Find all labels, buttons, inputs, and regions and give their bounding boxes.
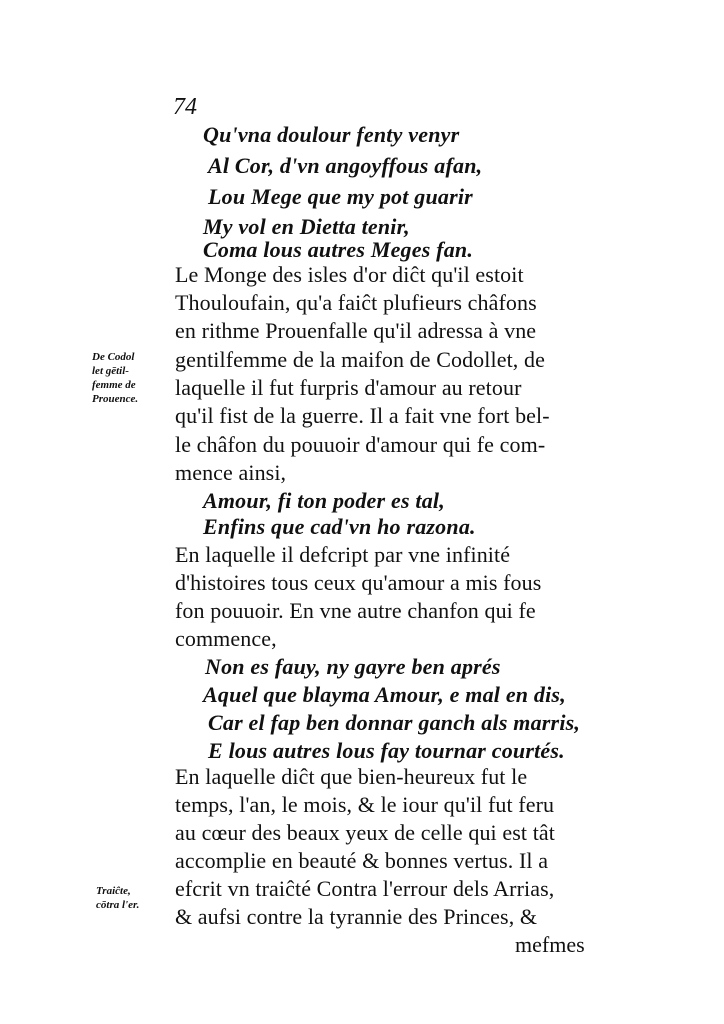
prose-line: accomplie en beauté & bonnes vertus. Il a [175,848,549,873]
prose-line: au cœur des beaux yeux de celle qui est tât [175,820,555,845]
prose-line: En laquelle diĉt que bien-heureux fut le [175,764,528,789]
prose-line: qu'il fist de la guerre. Il a fait vne fort bel- [175,403,550,428]
prose-line: efcrit vn traiĉté Contra l'errour dels Arrias, [175,876,555,901]
verse-line: Lou Mege que my pot guarir [208,184,473,209]
margin-note-line: let gētil- [92,365,129,377]
margin-note-line: Prouence. [92,393,139,405]
prose-line: Le Monge des isles d'or diĉt qu'il estoit [175,262,524,287]
verse-line: Non es fauy, ny gayre ben aprés [205,654,501,679]
prose-line: commence, [175,626,277,651]
verse-line: Car el fap ben donnar ganch als marris, [208,710,581,735]
margin-note-line: De Codol [92,351,135,363]
verse-line: Al Cor, d'vn angoyffous afan, [208,153,483,178]
verse-line: My vol en Dietta tenir, [203,214,410,239]
prose-line: en rithme Prouenfalle qu'il adressa à vne [175,318,537,343]
catchword: mefmes [515,932,585,957]
prose-line: gentilfemme de la maifon de Codollet, de [175,347,545,372]
prose-line: laquelle il fut furpris d'amour au retour [175,375,522,400]
prose-line: le châfon du pouuoir d'amour qui fe com- [175,432,546,457]
prose-line: d'histoires tous ceux qu'amour a mis fous [175,570,542,595]
prose-line: fon pouuoir. En vne autre chanfon qui fe [175,598,536,623]
prose-line: Thouloufain, qu'a faiĉt plufieurs châfons [175,290,537,315]
verse-line: Coma lous autres Meges fan. [203,237,474,262]
margin-note-line: Traiĉte, [96,885,131,897]
prose-line: & aufsi contre la tyrannie des Princes, & [175,904,538,929]
verse-line: Aquel que blayma Amour, e mal en dis, [203,682,566,707]
margin-note [96,884,139,912]
verse-line: Qu'vna doulour fenty venyr [203,122,460,147]
margin-note [92,350,138,406]
margin-note-line: cōtra l'er. [96,899,140,911]
verse-line: Enfins que cad'vn ho razona. [203,514,476,539]
margin-note-line: femme de [92,379,136,391]
prose-line: mence ainsi, [175,460,287,485]
verse-line: E lous autres lous fay tournar courtés. [208,738,565,763]
verse-line: Amour, fi ton poder es tal, [203,488,445,513]
prose-line: temps, l'an, le mois, & le iour qu'il fut feru [175,792,555,817]
prose-line: En laquelle il defcript par vne infinité [175,542,511,567]
page-number: 74 [173,94,197,120]
